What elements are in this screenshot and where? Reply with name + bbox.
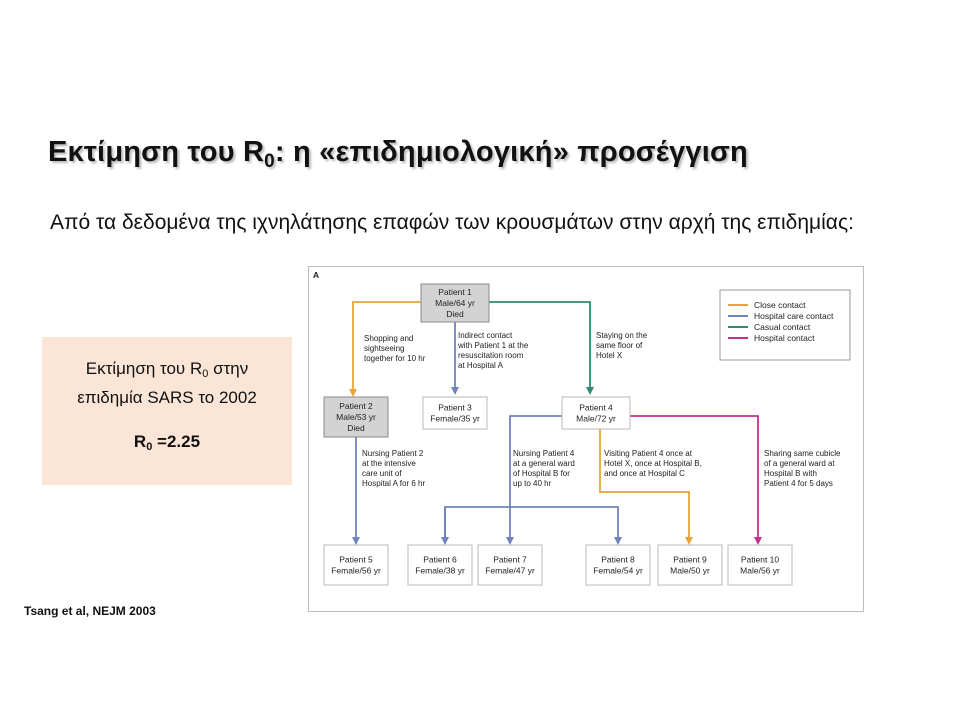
r0-value (42, 430, 292, 459)
edge-label-line: Hospital B with (764, 469, 817, 478)
patient-info-line: Female/47 yr (485, 565, 535, 576)
patient-info-line: Patient 5 (339, 554, 373, 565)
patient-info-line: Patient 9 (673, 554, 707, 565)
edge-label-line: with Patient 1 at the (458, 341, 529, 350)
patient-info-line: Male/72 yr (576, 413, 616, 424)
node-patient-10 (728, 545, 792, 585)
legend (720, 290, 850, 360)
patient-info-line: Died (446, 309, 464, 319)
patient-info-line: Male/50 yr (670, 565, 710, 576)
patient-info-line: Patient 6 (423, 554, 457, 565)
title-subscript: 0 (264, 151, 275, 172)
legend-label: Hospital contact (754, 333, 815, 343)
patient-info-line: Patient 1 (438, 287, 472, 297)
edge-label-line: of Hospital B for (513, 469, 570, 478)
patient-info-line: Patient 2 (339, 401, 373, 411)
node-patient-8 (586, 545, 650, 585)
patient-info-line: Female/38 yr (415, 565, 465, 576)
patient-info-line: Patient 7 (493, 554, 527, 565)
r0-number: =2.25 (152, 432, 201, 451)
patient-info-line: Female/35 yr (430, 413, 480, 424)
callout-line-1 (42, 357, 292, 386)
edge-label-line: Hospital A for 6 hr (362, 479, 426, 488)
edge-label-line: up to 40 hr (513, 479, 552, 488)
patient-info-line: Patient 10 (740, 554, 780, 565)
node-patient-6 (408, 545, 472, 585)
title-text: Εκτίμηση του R (48, 136, 265, 168)
node-patient-9 (658, 545, 722, 585)
node-patient-2 (324, 397, 388, 437)
edge-label-line: at a general ward (513, 459, 575, 468)
legend-label: Casual contact (754, 322, 811, 332)
legend-label: Hospital care contact (754, 311, 834, 321)
edge-label-line: Visiting Patient 4 once at (604, 449, 692, 458)
patient-info-line: Patient 4 (579, 402, 613, 413)
node-patient-5 (324, 545, 388, 585)
edge-label-line: Hotel X (596, 351, 623, 360)
edge-label-line: at the intensive (362, 459, 416, 468)
transmission-diagram (308, 266, 864, 612)
node-patient-7 (478, 545, 542, 585)
node-patient-3 (423, 397, 487, 429)
patient-info-line: Patient 3 (438, 402, 472, 413)
node-patient-1 (421, 284, 489, 322)
edge-label-line: Nursing Patient 2 (362, 449, 424, 458)
edge-label-line: Shopping and (364, 334, 414, 343)
r0-callout-box (42, 337, 292, 485)
slide-subtitle: Από τα δεδομένα της ιχνηλάτησης επαφών των κρουσμάτων στην αρχή της επιδημίας: (50, 211, 854, 234)
edge-label-line: care unit of (362, 469, 402, 478)
callout-line-2: επιδημία SARS το 2002 (77, 388, 257, 407)
patient-info-line: Male/56 yr (740, 565, 780, 576)
patient-info-line: Patient 8 (601, 554, 635, 565)
transmission-figure (308, 266, 864, 612)
edge-label-line: Nursing Patient 4 (513, 449, 575, 458)
title-text-rest: : η «επιδημιολογική» προσέγγιση (274, 136, 748, 168)
callout-line-1-text: Εκτίμηση του R (85, 359, 203, 378)
edge-label-line: Staying on the (596, 331, 648, 340)
edge-label-line: same floor of (596, 341, 643, 350)
edge-label-line: Hotel X, once at Hospital B, (604, 459, 702, 468)
slide-title (48, 136, 928, 173)
edge-label-line: Sharing same cubicle (764, 449, 841, 458)
patient-info-line: Died (347, 423, 365, 433)
patient-info-line: Male/53 yr (336, 412, 376, 422)
edge-label-line: at Hospital A (458, 361, 503, 370)
callout-line-1-rest: στην (208, 359, 249, 378)
edge-label-line: Indirect contact (458, 331, 513, 340)
r0-symbol: R (133, 432, 147, 451)
edge-label-line: and once at Hospital C (604, 469, 685, 478)
edge-label-line: resuscitation room (458, 351, 524, 360)
edge-label-line: sightseeing (364, 344, 405, 353)
r0-subscript: 0 (146, 441, 153, 453)
patient-info-line: Female/56 yr (331, 565, 381, 576)
edge-label-line: Patient 4 for 5 days (764, 479, 833, 488)
patient-info-line: Male/64 yr (435, 298, 475, 308)
callout-line-1-subscript: 0 (202, 368, 209, 380)
citation: Tsang et al, NEJM 2003 (24, 604, 156, 618)
panel-label: A (313, 270, 320, 280)
edge-label-line: of a general ward at (764, 459, 835, 468)
node-patient-4 (562, 397, 630, 429)
legend-label: Close contact (754, 300, 806, 310)
patient-info-line: Female/54 yr (593, 565, 643, 576)
edge-label-line: together for 10 hr (364, 354, 426, 363)
